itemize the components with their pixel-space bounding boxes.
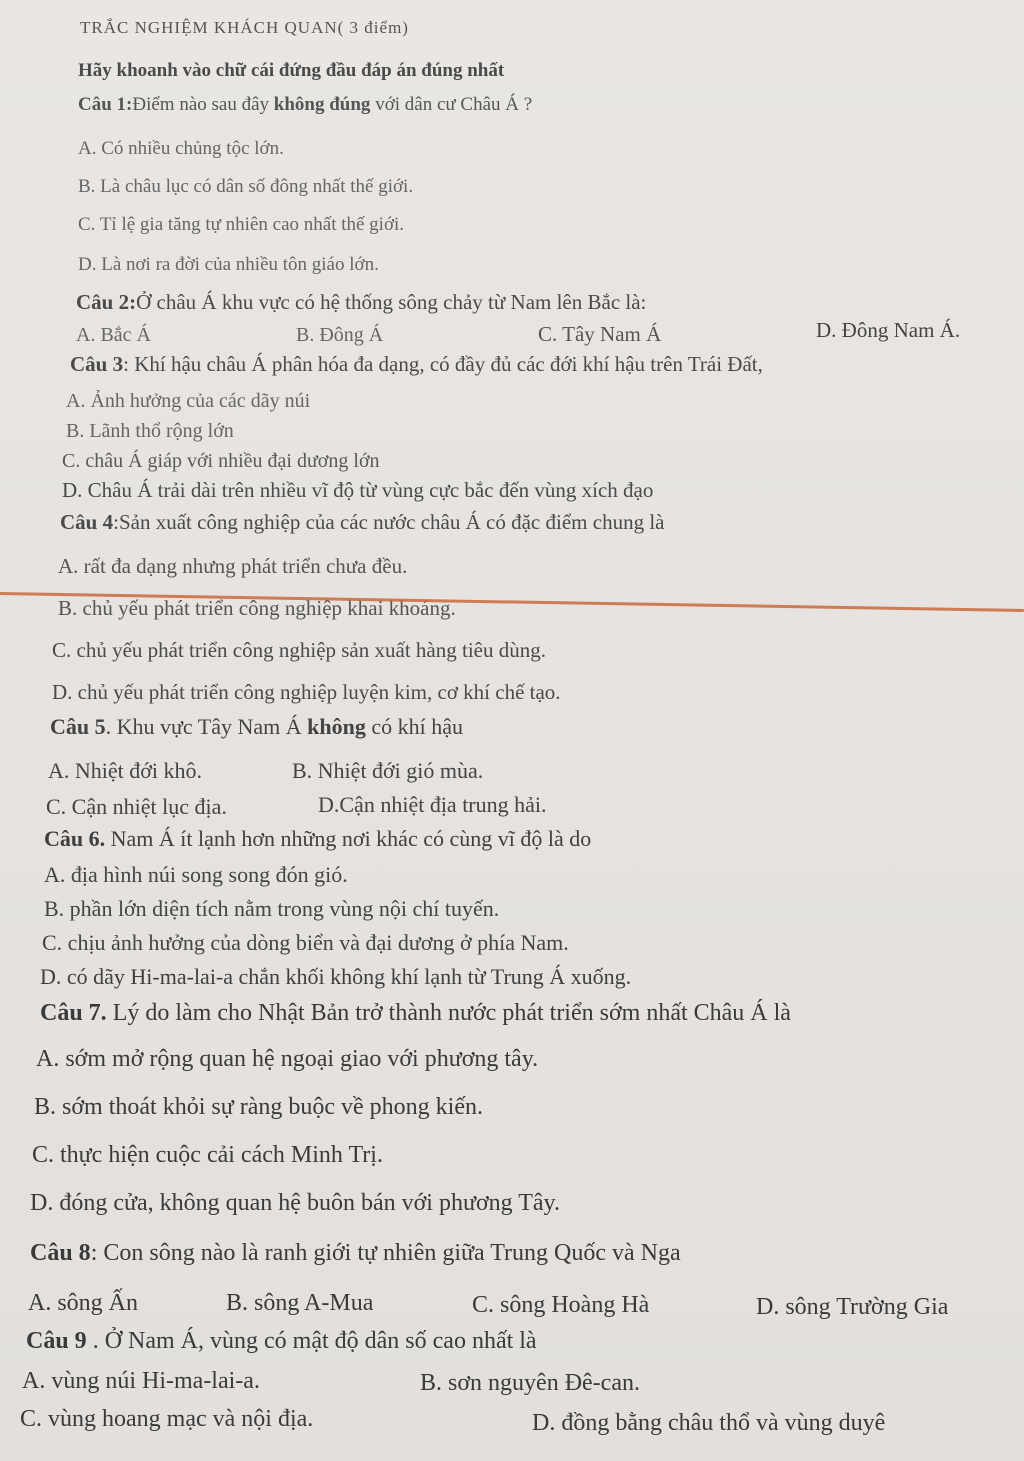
question-6-text: Nam Á ít lạnh hơn những nơi khác có cùng vĩ độ là do	[105, 826, 592, 851]
question-1-text-before: Điểm nào sau đây	[132, 94, 274, 115]
question-3	[70, 352, 763, 377]
question-5-option-c[interactable]: C. Cận nhiệt lục địa.	[46, 794, 227, 819]
question-9	[26, 1328, 537, 1355]
question-2-option-a[interactable]: A. Bắc Á	[76, 324, 151, 346]
question-6-option-c[interactable]: C. chịu ảnh hưởng của dòng biển và đại dương ở phía Nam.	[42, 930, 569, 955]
question-5	[50, 714, 463, 740]
question-7-option-d[interactable]: D. đóng cửa, không quan hệ buôn bán với phương Tây.	[30, 1190, 560, 1216]
question-6-label: Câu 6.	[44, 826, 106, 851]
question-9-option-c[interactable]: C. vùng hoang mạc và nội địa.	[20, 1406, 314, 1432]
question-6-option-a[interactable]: A. địa hình núi song song đón gió.	[44, 862, 348, 887]
question-5-text-after: có khí hậu	[365, 714, 464, 739]
question-9-option-d[interactable]: D. đồng bằng châu thổ và vùng duyê	[532, 1410, 886, 1436]
question-1-option-c[interactable]: C. Tỉ lệ gia tăng tự nhiên cao nhất thế giới.	[78, 214, 405, 235]
question-4-option-b[interactable]: B. chủ yếu phát triển công nghiệp khai khoáng.	[58, 596, 456, 620]
question-4-text: :Sản xuất công nghiệp của các nước châu Á có đặc điểm chung là	[113, 510, 665, 534]
question-2-option-c[interactable]: C. Tây Nam Á	[538, 322, 662, 346]
question-3-option-b[interactable]: B. Lãnh thổ rộng lớn	[66, 420, 234, 442]
question-1-text-bold: không đúng	[273, 94, 371, 115]
question-5-option-b[interactable]: B. Nhiệt đới gió mùa.	[292, 758, 484, 783]
question-2-text: Ở châu Á khu vực có hệ thống sông chảy từ Nam lên Bắc là:	[136, 290, 647, 314]
question-5-option-a[interactable]: A. Nhiệt đới khô.	[48, 758, 203, 783]
question-3-option-a[interactable]: A. Ảnh hưởng của các dãy núi	[66, 390, 311, 412]
question-7	[40, 1000, 791, 1027]
question-2-label: Câu 2:	[76, 290, 137, 314]
question-3-label: Câu 3	[70, 352, 124, 376]
question-2	[76, 290, 646, 315]
question-2-option-b[interactable]: B. Đông Á	[296, 324, 384, 346]
question-7-text: Lý do làm cho Nhật Bản trở thành nước phát triển sớm nhất Châu Á là	[106, 1000, 791, 1026]
question-1-option-b[interactable]: B. Là châu lục có dân số đông nhất thế giới.	[78, 176, 414, 197]
question-3-option-d[interactable]: D. Châu Á trải dài trên nhiều vĩ độ từ vùng cực bắc đến vùng xích đạo	[62, 478, 654, 502]
question-4-label: Câu 4	[60, 510, 114, 534]
question-8	[30, 1240, 681, 1267]
question-3-option-c[interactable]: C. châu Á giáp với nhiều đại dương lớn	[62, 450, 380, 472]
question-7-option-c[interactable]: C. thực hiện cuộc cải cách Minh Trị.	[32, 1142, 383, 1168]
question-5-text-before: . Khu vực Tây Nam Á	[105, 714, 308, 739]
question-9-option-a[interactable]: A. vùng núi Hi-ma-lai-a.	[22, 1368, 260, 1394]
question-4-option-d[interactable]: D. chủ yếu phát triển công nghiệp luyện kim, cơ khí chế tạo.	[52, 680, 561, 704]
question-8-text: : Con sông nào là ranh giới tự nhiên giữa Trung Quốc và Nga	[90, 1240, 681, 1266]
question-5-label: Câu 5	[50, 714, 106, 739]
question-8-option-c[interactable]: C. sông Hoàng Hà	[472, 1292, 650, 1318]
question-8-option-b[interactable]: B. sông A-Mua	[226, 1290, 374, 1316]
question-1-text-after: với dân cư Châu Á ?	[370, 94, 533, 115]
question-2-option-d[interactable]: D. Đông Nam Á.	[816, 318, 961, 342]
instruction: Hãy khoanh vào chữ cái đứng đầu đáp án đúng nhất	[78, 60, 505, 81]
question-1	[78, 94, 532, 116]
question-4	[60, 510, 664, 535]
section-title: TRẮC NGHIỆM KHÁCH QUAN( 3 điểm)	[80, 18, 409, 37]
question-1-label: Câu 1:	[78, 94, 133, 115]
question-3-text: : Khí hậu châu Á phân hóa đa dạng, có đầy đủ các đới khí hậu trên Trái Đất,	[123, 352, 763, 376]
question-8-label: Câu 8	[30, 1240, 91, 1266]
question-9-label: Câu 9	[26, 1328, 87, 1354]
question-6-option-b[interactable]: B. phần lớn diện tích nằm trong vùng nội chí tuyến.	[44, 896, 500, 921]
question-9-text: . Ở Nam Á, vùng có mật độ dân số cao nhất là	[86, 1328, 537, 1354]
question-4-option-c[interactable]: C. chủ yếu phát triển công nghiệp sản xuất hàng tiêu dùng.	[52, 638, 546, 662]
question-1-option-d[interactable]: D. Là nơi ra đời của nhiều tôn giáo lớn.	[78, 254, 379, 275]
question-1-option-a[interactable]: A. Có nhiều chủng tộc lớn.	[78, 138, 284, 159]
question-7-option-a[interactable]: A. sớm mở rộng quan hệ ngoại giao với phương tây.	[36, 1046, 539, 1072]
question-5-text-bold: không	[307, 714, 366, 739]
question-6	[44, 826, 591, 852]
question-8-option-d[interactable]: D. sông Trường Gia	[756, 1294, 949, 1320]
question-5-option-d[interactable]: D.Cận nhiệt địa trung hải.	[318, 792, 547, 817]
question-8-option-a[interactable]: A. sông Ấn	[28, 1290, 139, 1316]
question-7-label: Câu 7.	[40, 1000, 107, 1026]
question-9-option-b[interactable]: B. sơn nguyên Đê-can.	[420, 1370, 640, 1396]
question-4-option-a[interactable]: A. rất đa dạng nhưng phát triển chưa đều.	[58, 554, 408, 578]
question-7-option-b[interactable]: B. sớm thoát khỏi sự ràng buộc về phong kiến.	[34, 1094, 483, 1120]
question-6-option-d[interactable]: D. có dãy Hi-ma-lai-a chắn khối không khí lạnh từ Trung Á xuống.	[40, 964, 632, 989]
